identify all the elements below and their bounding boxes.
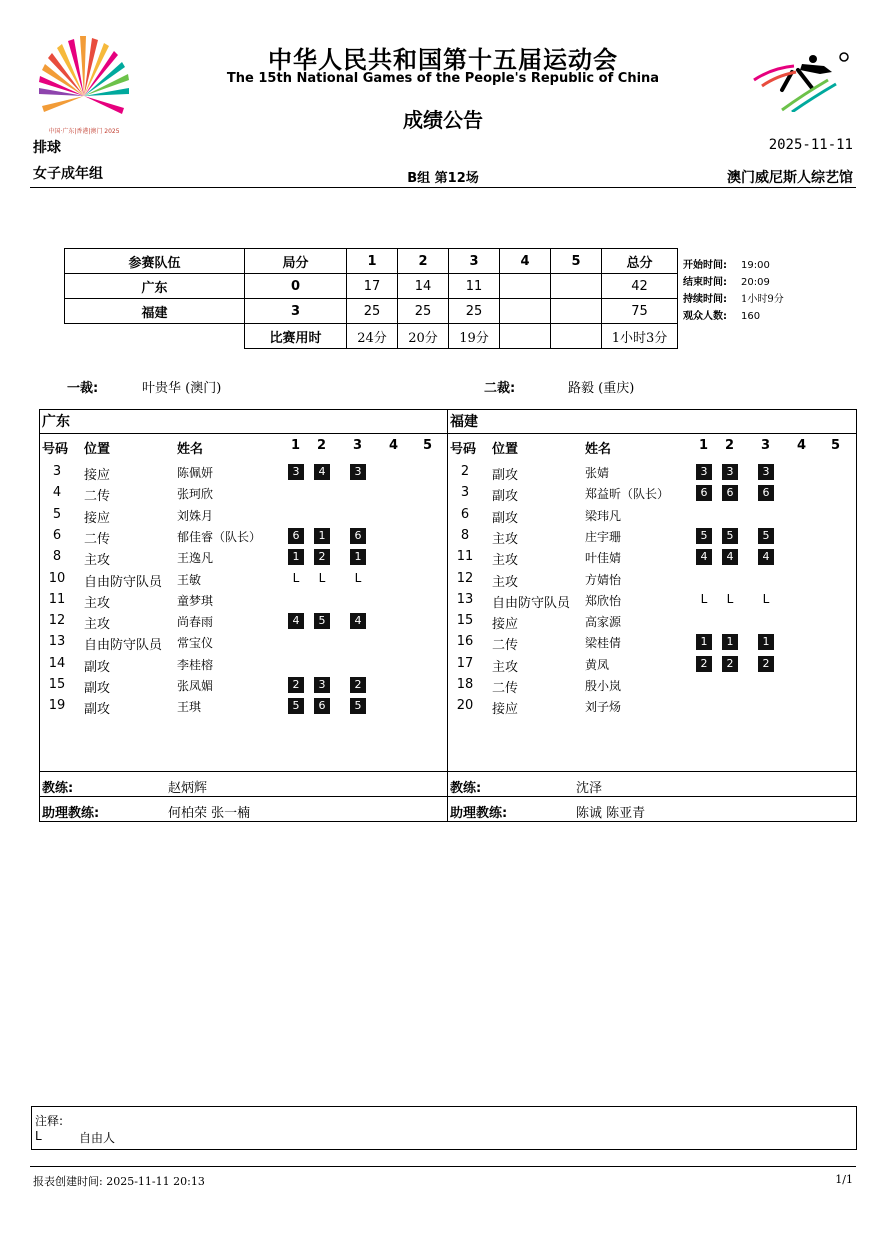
starting-position-badge: 4 [350,613,366,629]
player-position: 二传 [492,681,519,696]
team-a-name: 广东 [40,410,447,434]
second-referee: 路毅 (重庆) [568,381,635,396]
score-table [64,248,678,349]
player-position: 主攻 [84,553,111,569]
player-position: 主攻 [84,617,111,633]
report-created-time: 报表创建时间: 2025-11-11 20:13 [33,1175,205,1188]
player-name: 张婧 [585,466,610,480]
player-name: 常宝仪 [177,636,214,651]
player-number: 12 [456,570,474,586]
end-time-label: 结束时间: [683,277,727,288]
player-position: 副攻 [84,702,111,718]
starting-position-badge: 3 [288,464,304,480]
score-set4 [500,299,551,324]
player-position: 副攻 [492,468,519,483]
player-number: 8 [460,527,470,543]
player-position: 自由防守队员 [492,595,571,611]
player-number: 5 [52,506,62,522]
player-position: 副攻 [84,681,111,696]
team-b-panel [447,409,857,822]
player-row [448,675,856,696]
player-name: 王琪 [177,700,202,715]
col-header-set-5: 5 [831,438,841,453]
player-position: 主攻 [492,659,519,675]
coach-name: 赵炳辉 [168,781,208,796]
score-row-team-b [65,299,678,324]
player-name: 尚春雨 [177,615,214,630]
libero-marker: L [726,591,734,606]
games-title-en: The 15th National Games of the People's Republic of China [226,71,660,86]
player-position: 二传 [84,531,111,547]
player-name: 张珂欣 [177,487,214,502]
player-row [40,569,447,590]
coach-label: 教练: [450,781,482,796]
player-number: 13 [456,591,474,607]
player-row [40,462,447,483]
player-position: 主攻 [492,531,519,547]
player-name: 张凤媚 [177,679,214,693]
logo-text: 中国·广东|香港|澳门 2025 [48,128,120,135]
player-row [40,547,447,568]
score-sets-won: 3 [245,299,347,324]
player-name: 庄宇珊 [585,529,622,544]
player-name: 梁玮凡 [585,508,622,523]
player-row [448,590,856,611]
header-divider [30,187,856,188]
category-label: 女子成年组 [33,166,103,182]
score-header-row [65,249,678,274]
starting-position-badge: 2 [758,656,774,672]
score-sets-won: 0 [245,274,347,299]
col-header-number: 号码 [42,442,69,457]
end-time: 20:09 [741,277,770,288]
score-set1: 17 [347,274,398,299]
score-set1: 25 [347,299,398,324]
starting-position-badge: 6 [288,528,304,544]
player-number: 3 [460,485,470,501]
libero-marker: L [700,591,708,606]
player-number: 14 [48,655,66,671]
col-header-position: 位置 [84,442,111,457]
player-position: 主攻 [492,553,519,569]
games-title-cn: 中华人民共和国第十五届运动会 [268,46,618,74]
player-name: 梁桂倩 [585,636,622,651]
player-position: 副攻 [492,510,519,526]
player-name: 王逸凡 [177,551,214,566]
score-header-set1: 1 [347,249,398,274]
page-number: 1/1 [835,1173,853,1186]
notes-desc: 自由人 [79,1131,116,1145]
duration-total: 1小时3分 [602,324,678,349]
score-row-team-a [65,274,678,299]
libero-marker: L [762,591,770,606]
starting-position-badge: 2 [288,677,304,693]
col-header-set-5: 5 [423,438,433,453]
player-row [448,526,856,547]
score-set5 [551,274,602,299]
player-position: 主攻 [492,574,519,590]
duration-row [65,324,678,349]
player-number: 6 [460,506,470,522]
starting-position-badge: 2 [314,549,330,565]
score-set2: 14 [398,274,449,299]
starting-position-badge: 5 [350,698,366,714]
starting-position-badge: 5 [696,528,712,544]
player-row [448,547,856,568]
starting-position-badge: 3 [696,464,712,480]
player-name: 殷小岚 [585,679,622,693]
assistant-coach-label: 助理教练: [450,806,508,821]
spectators-label: 观众人数: [683,311,727,322]
player-row [448,483,856,504]
player-number: 16 [456,634,474,650]
player-row [40,632,447,653]
coach-name: 沈泽 [576,781,603,796]
duration-set3: 19分 [449,324,500,349]
col-header-name: 姓名 [177,442,204,457]
score-header-set2: 2 [398,249,449,274]
player-row [40,483,447,504]
player-row [448,462,856,483]
col-header-set-3: 3 [761,438,771,453]
duration-set4 [500,324,551,349]
assistant-coach-row [40,796,447,822]
score-header-sets: 局分 [245,249,347,274]
team-a-panel [39,409,448,822]
starting-position-badge: 3 [758,464,774,480]
starting-position-badge: 3 [722,464,738,480]
starting-position-badge: 6 [758,485,774,501]
player-name: 郁佳睿（队长） [177,529,262,544]
player-position: 接应 [84,468,111,483]
starting-position-badge: 3 [350,464,366,480]
coach-row [448,771,856,797]
player-row [40,590,447,611]
notes-key: L [35,1129,42,1143]
group-match-label: B组 第12场 [407,171,479,186]
starting-position-badge: 5 [758,528,774,544]
player-number: 11 [48,591,66,607]
player-name: 郑益昕（队长） [585,487,670,502]
libero-marker: L [292,570,300,585]
sport-label: 排球 [33,140,61,156]
player-number: 20 [456,698,474,714]
score-total: 75 [602,299,678,324]
player-name: 刘姝月 [177,508,214,523]
player-name: 黄凤 [585,657,610,672]
assistant-coach-names: 何柏荣 张一楠 [168,806,251,821]
player-number: 15 [456,613,474,629]
starting-position-badge: 6 [350,528,366,544]
starting-position-badge: 2 [696,656,712,672]
starting-position-badge: 4 [288,613,304,629]
starting-position-badge: 1 [288,549,304,565]
col-header-position: 位置 [492,442,519,457]
player-name: 陈佩妍 [177,466,214,480]
player-name: 郑欣怡 [585,593,622,608]
starting-position-badge: 2 [722,656,738,672]
score-header-set4: 4 [500,249,551,274]
report-title: 成绩公告 [403,108,483,132]
player-row [40,611,447,632]
starting-position-badge: 4 [696,549,712,565]
player-number: 18 [456,677,474,692]
notes-title: 注释: [35,1114,64,1128]
player-number: 8 [52,549,62,565]
duration-label: 比赛用时 [245,324,347,349]
player-position: 接应 [84,510,111,526]
player-row [40,696,447,717]
second-referee-label: 二裁: [484,381,516,396]
player-name: 叶佳婧 [585,551,622,566]
match-info [683,257,784,325]
first-referee-label: 一裁: [67,381,99,396]
starting-position-badge: 1 [314,528,330,544]
starting-position-badge: 5 [314,613,330,629]
player-row [448,654,856,675]
assistant-coach-label: 助理教练: [42,806,100,821]
starting-position-badge: 6 [696,485,712,501]
player-name: 高家源 [585,615,622,630]
venue-label: 澳门威尼斯人综艺馆 [727,170,853,186]
player-position: 接应 [492,702,519,718]
player-row [40,505,447,526]
starting-position-badge: 4 [314,464,330,480]
spectators-value: 160 [741,311,761,322]
starting-position-badge: 1 [722,634,738,650]
starting-position-badge: 5 [722,528,738,544]
score-header-set5: 5 [551,249,602,274]
score-set5 [551,299,602,324]
col-header-name: 姓名 [585,442,612,457]
score-set3: 11 [449,274,500,299]
footer-divider [30,1166,856,1167]
starting-position-badge: 1 [758,634,774,650]
score-header-total: 总分 [602,249,678,274]
player-row [448,696,856,717]
player-row [448,505,856,526]
score-header-team: 参赛队伍 [65,249,245,274]
duration-set5 [551,324,602,349]
score-set4 [500,274,551,299]
starting-position-badge: 2 [350,677,366,693]
report-date: 2025-11-11 [768,137,853,153]
col-header-set-1: 1 [699,438,709,453]
player-number: 13 [48,634,66,650]
first-referee: 叶贵华 (澳门) [142,381,222,396]
starting-position-badge: 4 [758,549,774,565]
player-position: 自由防守队员 [84,574,163,590]
player-name: 童梦琪 [177,593,214,608]
notes-box [31,1106,857,1150]
player-position: 主攻 [84,595,111,611]
player-row [448,632,856,653]
player-row [448,611,856,632]
player-number: 10 [48,570,66,586]
player-position: 副攻 [492,489,519,505]
player-number: 19 [48,698,66,714]
player-name: 王敏 [177,572,202,587]
player-row [448,569,856,590]
player-name: 刘子炀 [585,700,622,715]
libero-marker: L [318,570,326,585]
player-row [40,675,447,696]
player-number: 4 [52,485,62,501]
coach-label: 教练: [42,781,74,796]
starting-position-badge: 6 [722,485,738,501]
col-header-set-2: 2 [317,438,327,453]
duration-value: 1小时9分 [741,294,784,305]
player-name: 李桂榕 [177,657,214,672]
coach-row [40,771,447,797]
player-row [40,654,447,675]
col-header-set-2: 2 [725,438,735,453]
starting-position-badge: 1 [350,549,366,565]
starting-position-badge: 6 [314,698,330,714]
col-header-set-4: 4 [389,438,399,453]
player-number: 17 [456,655,474,671]
score-team-name: 广东 [65,274,245,299]
player-position: 二传 [492,638,519,654]
score-team-name: 福建 [65,299,245,324]
starting-position-badge: 3 [314,677,330,693]
assistant-coach-names: 陈诚 陈亚青 [576,806,646,821]
player-number: 11 [456,549,474,565]
col-header-set-4: 4 [797,438,807,453]
score-set2: 25 [398,299,449,324]
assistant-coach-row [448,796,856,822]
player-number: 15 [48,677,66,692]
player-number: 12 [48,613,66,629]
score-total: 42 [602,274,678,299]
team-b-name: 福建 [448,410,856,434]
player-row [40,526,447,547]
player-number: 2 [460,464,470,479]
starting-position-badge: 1 [696,634,712,650]
player-position: 副攻 [84,659,111,675]
player-number: 3 [52,464,62,479]
player-number: 6 [52,527,62,543]
starting-position-badge: 5 [288,698,304,714]
player-position: 接应 [492,617,519,633]
duration-set2: 20分 [398,324,449,349]
player-name: 方婧怡 [585,572,622,587]
player-position: 自由防守队员 [84,638,163,654]
col-header-number: 号码 [450,442,477,457]
score-set3: 25 [449,299,500,324]
col-header-set-1: 1 [291,438,301,453]
duration-label: 持续时间: [683,294,727,305]
starting-position-badge: 4 [722,549,738,565]
libero-marker: L [354,570,362,585]
col-header-set-3: 3 [353,438,363,453]
player-position: 二传 [84,489,111,505]
duration-set1: 24分 [347,324,398,349]
start-time: 19:00 [741,260,770,271]
start-time-label: 开始时间: [683,260,727,271]
score-header-set3: 3 [449,249,500,274]
